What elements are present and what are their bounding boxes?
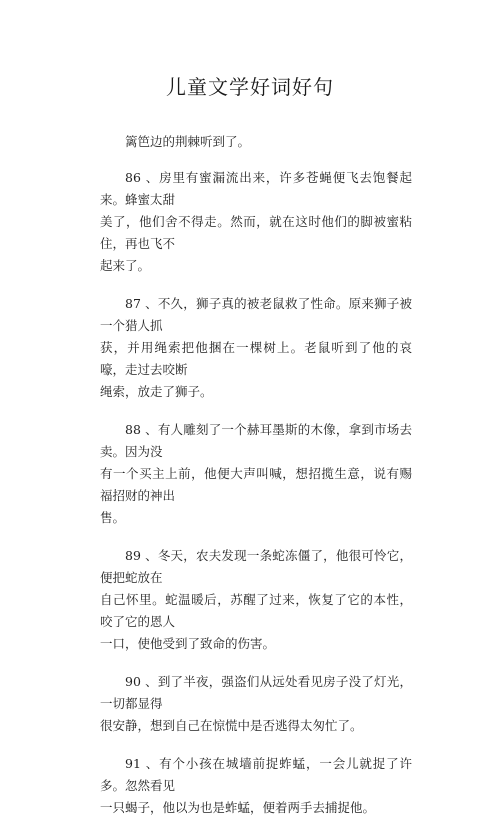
text-line: 自己怀里。蛇温暖后，苏醒了过来，恢复了它的本性，咬了它的恩人 — [100, 592, 412, 629]
text-line: 绳索，放走了狮子。 — [100, 384, 213, 399]
page-title: 儿童文学好词好句 — [166, 75, 334, 99]
paragraph — [100, 753, 412, 819]
text-line: 起来了。 — [100, 258, 151, 273]
text-line: 一只蝎子，他以为也是蚱蜢，便着两手去捕捉他。 — [100, 800, 376, 815]
text-line: 87 、不久，狮子真的被老鼠救了性命。原来狮子被一个猎人抓 — [100, 296, 412, 333]
paragraph — [100, 419, 412, 529]
text-line: 篱笆边的荆棘听到了。 — [125, 134, 251, 149]
text-line: 86 、房里有蜜漏流出来，许多苍蝇便飞去饱餐起来。蜂蜜太甜 — [100, 170, 412, 207]
paragraph — [100, 131, 412, 153]
document-body — [100, 131, 412, 835]
text-line: 88 、有人雕刻了一个赫耳墨斯的木像，拿到市场去卖。因为没 — [100, 422, 412, 459]
text-line: 美了，他们舍不得走。然而，就在这时他们的脚被蜜粘住，再也飞不 — [100, 214, 412, 251]
text-line: 一口，使他受到了致命的伤害。 — [100, 636, 276, 651]
text-line: 很安静，想到自己在惊慌中是否逃得太匆忙了。 — [100, 718, 363, 733]
text-line: 售。 — [100, 510, 126, 525]
paragraph — [100, 671, 412, 737]
paragraph — [100, 293, 412, 403]
text-line: 90 、到了半夜，强盗们从远处看见房子没了灯光，一切都显得 — [100, 674, 412, 711]
text-line: 获，并用绳索把他捆在一棵树上。老鼠听到了他的哀嚎，走过去咬断 — [100, 340, 412, 377]
text-line: 89 、冬天，农夫发现一条蛇冻僵了，他很可怜它，便把蛇放在 — [100, 548, 412, 585]
text-line: 91 、有个小孩在城墙前捉蚱蜢，一会儿就捉了许多。忽然看见 — [100, 756, 412, 793]
text-line: 有一个买主上前，他便大声叫喊，想招揽生意，说有赐福招财的神出 — [100, 466, 412, 503]
paragraph — [100, 545, 412, 655]
paragraph — [100, 167, 412, 277]
